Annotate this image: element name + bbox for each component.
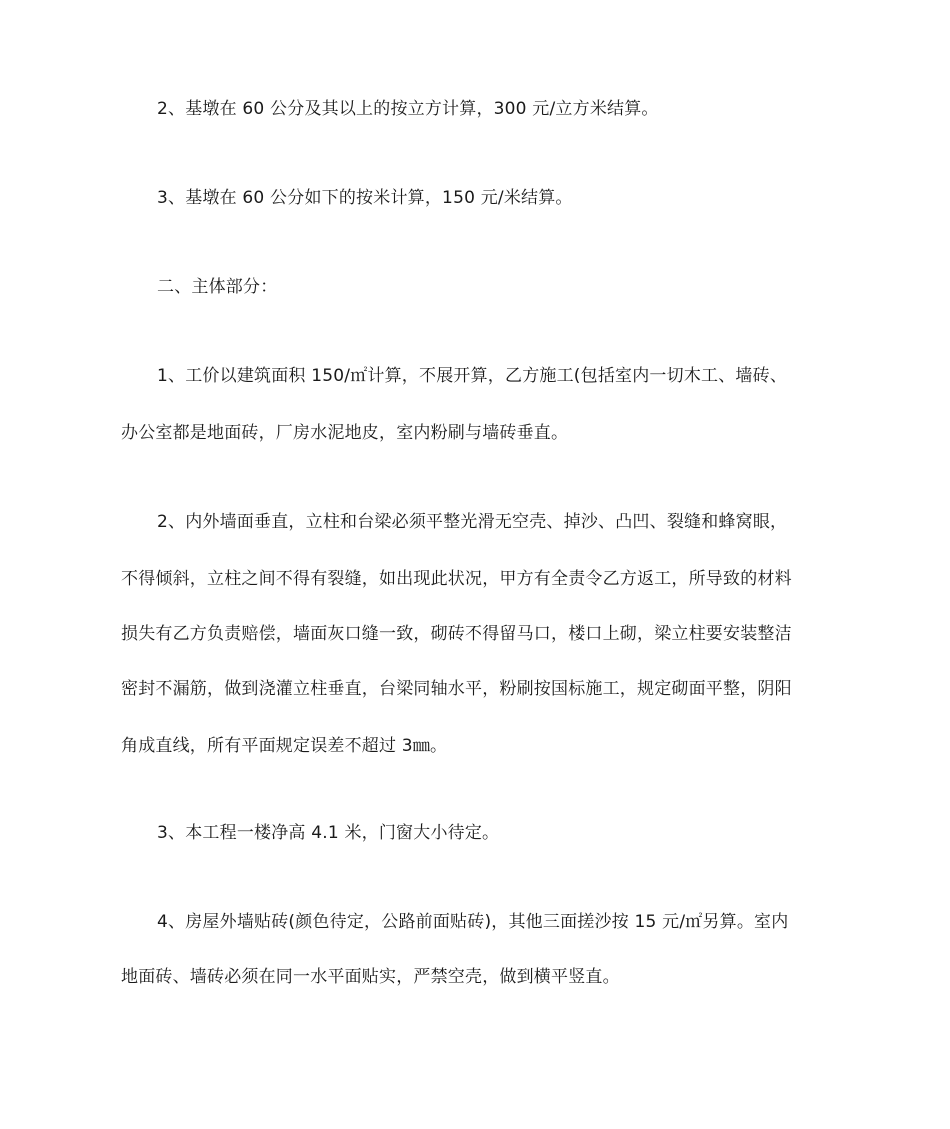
paragraph-line: 3、基墩在 60 公分如下的按米计算，150 元/米结算。 bbox=[157, 188, 573, 208]
paragraph-line: 地面砖、墙砖必须在同一水平面贴实，严禁空壳，做到横平竖直。 bbox=[121, 967, 620, 987]
paragraph-line: 办公室都是地面砖，厂房水泥地皮，室内粉刷与墙砖垂直。 bbox=[121, 423, 569, 443]
paragraph-line: 3、本工程一楼净高 4.1 米，门窗大小待定。 bbox=[157, 823, 500, 843]
paragraph-line: 不得倾斜，立柱之间不得有裂缝，如出现此状况，甲方有全责令乙方返工，所导致的材料 bbox=[121, 569, 792, 589]
section-heading: 二、主体部分： bbox=[157, 277, 278, 297]
paragraph-line: 损失有乙方负责赔偿，墙面灰口缝一致，砌砖不得留马口，楼口上砌，梁立柱要安装整洁 bbox=[121, 624, 792, 644]
paragraph-line: 2、基墩在 60 公分及其以上的按立方计算，300 元/立方米结算。 bbox=[157, 99, 659, 119]
paragraph-line: 角成直线，所有平面规定误差不超过 3㎜。 bbox=[121, 736, 448, 756]
paragraph-line: 1、工价以建筑面积 150/㎡计算，不展开算，乙方施工(包括室内一切木工、墙砖、 bbox=[157, 366, 788, 386]
paragraph-line: 4、房屋外墙贴砖(颜色待定，公路前面贴砖)，其他三面搓沙按 15 元/㎡另算。室内 bbox=[157, 912, 789, 932]
paragraph-line: 2、内外墙面垂直，立柱和台梁必须平整光滑无空壳、掉沙、凸凹、裂缝和蜂窝眼， bbox=[157, 512, 788, 532]
paragraph-line: 密封不漏筋，做到浇灌立柱垂直，台梁同轴水平，粉刷按国标施工，规定砌面平整，阴阳 bbox=[121, 679, 792, 699]
